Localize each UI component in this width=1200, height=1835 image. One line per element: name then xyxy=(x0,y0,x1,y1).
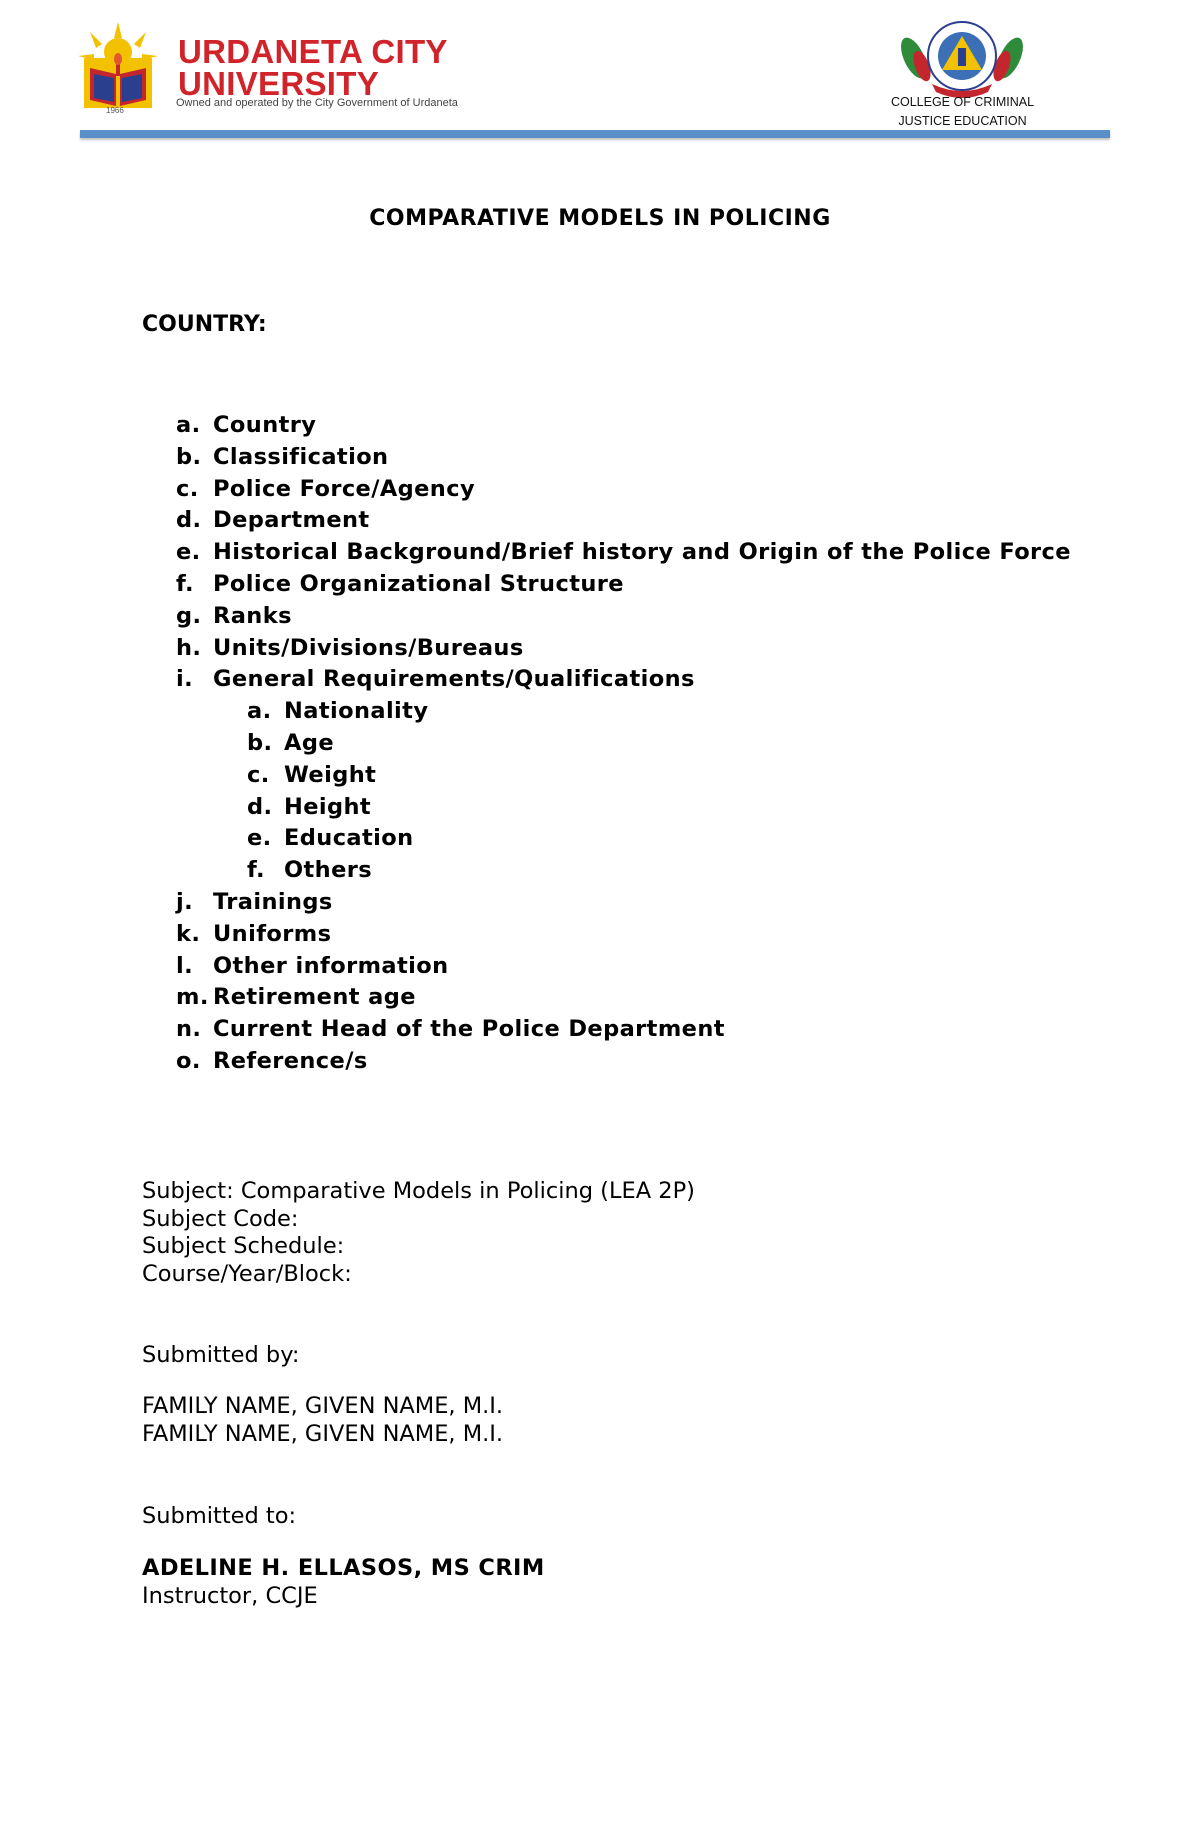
outline-marker: k. xyxy=(176,920,201,947)
requirement-label: Education xyxy=(284,825,414,852)
outline-label: Uniforms xyxy=(213,920,332,947)
outline-item xyxy=(176,601,1076,633)
outline-label: Police Force/Agency xyxy=(213,475,476,502)
subject-code-line: Subject Code: xyxy=(142,1205,299,1232)
outline-item xyxy=(176,982,1076,1014)
outline-marker: c. xyxy=(176,475,199,502)
requirement-label: Age xyxy=(284,729,334,756)
outline-label: Country xyxy=(213,412,317,438)
outline-label: Department xyxy=(213,507,370,534)
requirement-marker: b. xyxy=(247,729,273,756)
instructor-title: Instructor, CCJE xyxy=(142,1583,318,1609)
outline-marker: l. xyxy=(176,952,194,979)
header-divider xyxy=(80,130,1110,138)
submitted-to-label: Submitted to: xyxy=(142,1503,297,1529)
torch-flame xyxy=(114,53,122,65)
instructor-name: ADELINE H. ELLASOS, MS CRIM xyxy=(142,1555,545,1581)
outline-item xyxy=(176,951,1076,983)
requirement-label: Height xyxy=(284,793,372,820)
outline-label: Retirement age xyxy=(213,984,416,1011)
outline-marker: n. xyxy=(176,1016,202,1043)
outline-item xyxy=(176,537,1076,569)
requirement-label: Nationality xyxy=(284,698,429,725)
requirement-label: Others xyxy=(284,857,373,884)
founding-year: 1966 xyxy=(106,106,124,115)
requirement-item xyxy=(176,728,1076,760)
outline-marker: d. xyxy=(176,507,202,534)
university-seal-logo xyxy=(78,22,158,112)
outline-marker: o. xyxy=(176,1047,201,1074)
subject-schedule-line: Subject Schedule: xyxy=(142,1233,345,1259)
requirement-item xyxy=(176,823,1076,855)
college-name-line2: JUSTICE EDUCATION xyxy=(898,114,1027,128)
outline-marker: j. xyxy=(176,888,194,915)
requirement-marker: d. xyxy=(247,793,273,820)
outline-marker: h. xyxy=(176,634,202,661)
outline-label: Current Head of the Police Department xyxy=(213,1016,725,1043)
requirement-marker: f. xyxy=(247,857,265,884)
document-title: COMPARATIVE MODELS IN POLICING xyxy=(369,206,831,231)
outline-label: Units/Divisions/Bureaus xyxy=(213,634,524,661)
university-name xyxy=(178,33,448,102)
outline-label: Ranks xyxy=(213,602,292,629)
subject-info xyxy=(142,1178,695,1288)
outline-marker: g. xyxy=(176,602,202,629)
university-tagline: Owned and operated by the City Government of Urdaneta xyxy=(176,97,458,109)
outline-label: General Requirements/Qualifications xyxy=(213,666,695,693)
university-name-line1: URDANETA CITY xyxy=(178,33,448,70)
outline-marker: b. xyxy=(176,443,202,470)
outline-label: Reference/s xyxy=(213,1047,368,1074)
outline-item xyxy=(176,1014,1076,1046)
country-label: COUNTRY: xyxy=(142,312,267,337)
book-right-inner xyxy=(122,74,142,102)
outline-list xyxy=(176,410,1076,1078)
student-names xyxy=(142,1393,503,1448)
outline-label: Historical Background/Brief history and Origin of the Police Force xyxy=(213,539,1071,566)
requirement-item xyxy=(176,855,1076,887)
outline-item xyxy=(176,442,1076,474)
outline-marker: m. xyxy=(176,984,209,1011)
outline-marker: e. xyxy=(176,539,201,566)
outline-item xyxy=(176,474,1076,506)
requirement-item xyxy=(176,696,1076,728)
college-name xyxy=(880,93,1045,131)
requirement-item xyxy=(176,760,1076,792)
outline-item xyxy=(176,505,1076,537)
outline-item xyxy=(176,633,1076,665)
outline-marker: i. xyxy=(176,666,194,693)
outline-item xyxy=(176,664,1076,696)
student-name: FAMILY NAME, GIVEN NAME, M.I. xyxy=(142,1420,504,1447)
outline-item xyxy=(176,1046,1076,1078)
outline-item xyxy=(176,410,1076,442)
submitted-by-label: Submitted by: xyxy=(142,1342,300,1368)
requirement-marker: e. xyxy=(247,825,272,852)
book-left-inner xyxy=(94,74,114,102)
college-name-line1: COLLEGE OF CRIMINAL xyxy=(890,95,1035,109)
student-name: FAMILY NAME, GIVEN NAME, M.I. xyxy=(142,1393,504,1419)
outline-item xyxy=(176,887,1076,919)
subject-line: Subject: Comparative Models in Policing (LEA 2P) xyxy=(142,1178,695,1204)
outline-label: Trainings xyxy=(213,888,333,915)
outline-label: Classification xyxy=(213,443,389,470)
course-year-block-line: Course/Year/Block: xyxy=(142,1260,352,1287)
requirement-marker: a. xyxy=(247,698,272,725)
outline-label: Police Organizational Structure xyxy=(213,570,624,597)
requirement-label: Weight xyxy=(284,761,377,788)
outline-item xyxy=(176,569,1076,601)
requirement-marker: c. xyxy=(247,761,270,788)
university-name-line2: UNIVERSITY xyxy=(178,65,380,102)
outline-marker: f. xyxy=(176,570,194,597)
scales-of-justice-icon xyxy=(958,48,966,66)
outline-label: Other information xyxy=(213,952,449,979)
outline-marker: a. xyxy=(176,412,201,438)
requirement-item xyxy=(176,792,1076,824)
college-seal-logo xyxy=(892,18,1032,98)
outline-item xyxy=(176,919,1076,951)
